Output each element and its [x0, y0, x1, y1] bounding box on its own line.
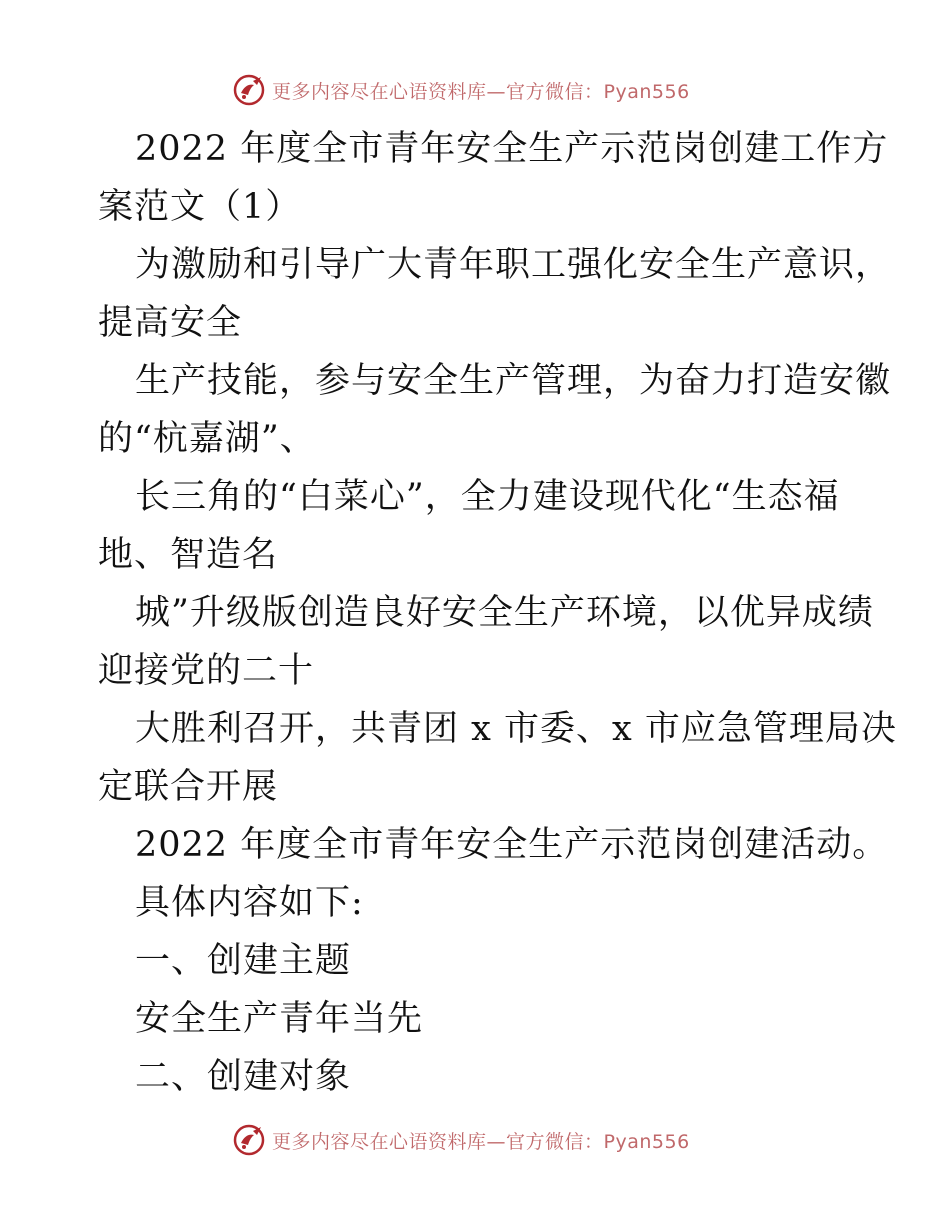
section-heading: 二、创建对象	[135, 1057, 352, 1097]
text-line: 生产技能，参与安全生产管理，为奋力打造安徽	[135, 361, 892, 401]
text-line: 2022 年度全市青年安全生产示范岗创建工作方	[135, 129, 889, 169]
logo-icon	[232, 1123, 266, 1157]
logo-icon	[232, 73, 266, 107]
text-line: 的“杭嘉湖”、	[98, 419, 316, 459]
text-line: 2022 年度全市青年安全生产示范岗创建活动。	[135, 825, 889, 865]
footer-watermark-text: 更多内容尽在心语资料库—官方微信：Pyan556	[272, 1130, 690, 1153]
text-line: 地、智造名	[98, 535, 279, 575]
text-line: 定联合开展	[98, 767, 279, 807]
text-line: 迎接党的二十	[98, 651, 315, 691]
document-body	[98, 120, 897, 1106]
text-line: 大胜利召开，共青团 x 市委、x 市应急管理局决	[135, 709, 897, 749]
text-line: 城”升级版创造良好安全生产环境，以优异成绩	[135, 593, 874, 633]
footer-watermark	[232, 1122, 690, 1158]
text-line: 具体内容如下:	[135, 883, 364, 923]
header-watermark-text: 更多内容尽在心语资料库—官方微信：Pyan556	[272, 80, 690, 103]
section-heading: 一、创建主题	[135, 941, 352, 981]
header-watermark	[232, 72, 690, 108]
text-line: 安全生产青年当先	[135, 999, 424, 1039]
text-line: 提高安全	[98, 303, 243, 343]
text-line: 长三角的“白菜心”，全力建设现代化“生态福	[135, 477, 840, 517]
text-line: 案范文（1）	[98, 187, 302, 227]
text-line: 为激励和引导广大青年职工强化安全生产意识，	[135, 245, 892, 285]
